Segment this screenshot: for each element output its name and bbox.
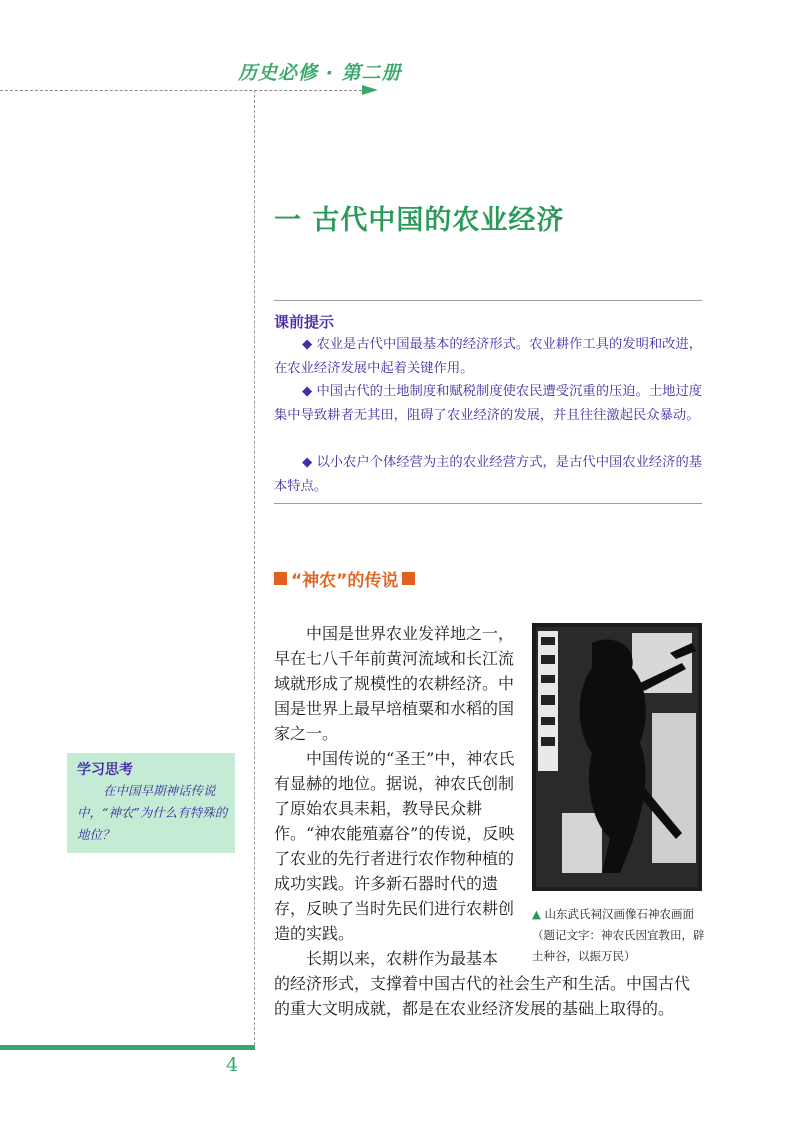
body-paragraph: 中国传说的“圣王”中，神农氏有显赫的地位。据说，神农氏创制了原始农具耒耜，教导民众耕作。“神农能殖嘉谷”的传说，反映了农业的先行者进行农作物种植的成功实践。许多新石器时代的遗存，反映了当时先民们进行农耕创造的实践。 (274, 749, 515, 943)
body-paragraph: 长期以来，农耕作为最基本 (306, 949, 499, 968)
preview-item (274, 333, 706, 380)
section-heading-text: “神农”的传说 (291, 571, 399, 591)
section-heading (274, 566, 415, 591)
header-dashed-rule (0, 90, 372, 91)
page-number: 4 (226, 1054, 239, 1076)
lesson-title: 一 古代中国的农业经济 (274, 205, 565, 236)
running-header-title: 历史必修 · 第二册 (238, 62, 402, 84)
square-bullet-icon (274, 572, 287, 585)
shennong-relief-image (532, 623, 702, 891)
preview-item (274, 380, 706, 427)
preview-heading: 课前提示 (274, 313, 335, 331)
footer-bar (0, 1045, 255, 1050)
margin-dashed-rule (254, 90, 255, 1045)
study-thinking-text: 在中国早期神话传说中，“神农”为什么有特殊的地位？ (77, 783, 228, 842)
figure-caption-text: 山东武氏祠汉画像石神农画面（题记文字：神农氏因宜教田，辟土种谷，以振万民） (532, 907, 705, 963)
preview-bottom-rule (274, 503, 702, 504)
preview-item-text: 以小农户个体经营为主的农业经营方式，是古代中国农业经济的基本特点。 (274, 455, 703, 494)
preview-item-text: 中国古代的土地制度和赋税制度使农民遭受沉重的压迫。土地过度集中导致耕者无其田，阻碍了农业经济的发展，并且往往激起民众暴动。 (274, 384, 703, 423)
figure-caption (532, 904, 708, 967)
study-thinking-title: 学习思考 (77, 762, 133, 778)
body-paragraph: 中国是世界农业发祥地之一，早在七八千年前黄河流域和长江流域就形成了规模性的农耕经济。中国是世界上最早培植粟和水稻的国家之一。 (274, 624, 515, 743)
body-paragraph-continued: 的经济形式，支撑着中国古代的社会生产和生活。中国古代的重大文明成就，都是在农业经济发展的基础上取得的。 (274, 974, 691, 1018)
diamond-bullet-icon: ◆ (302, 455, 313, 470)
preview-item-text: 农业是古代中国最基本的经济形式。农业耕作工具的发明和改进，在农业经济发展中起着关键作用。 (274, 337, 703, 376)
square-bullet-icon (402, 572, 415, 585)
preview-top-rule (274, 300, 702, 301)
header-arrow-icon (362, 85, 378, 95)
diamond-bullet-icon: ◆ (302, 337, 313, 352)
diamond-bullet-icon: ◆ (302, 384, 313, 399)
preview-item (274, 451, 706, 498)
triangle-marker-icon: ▲ (532, 907, 541, 921)
